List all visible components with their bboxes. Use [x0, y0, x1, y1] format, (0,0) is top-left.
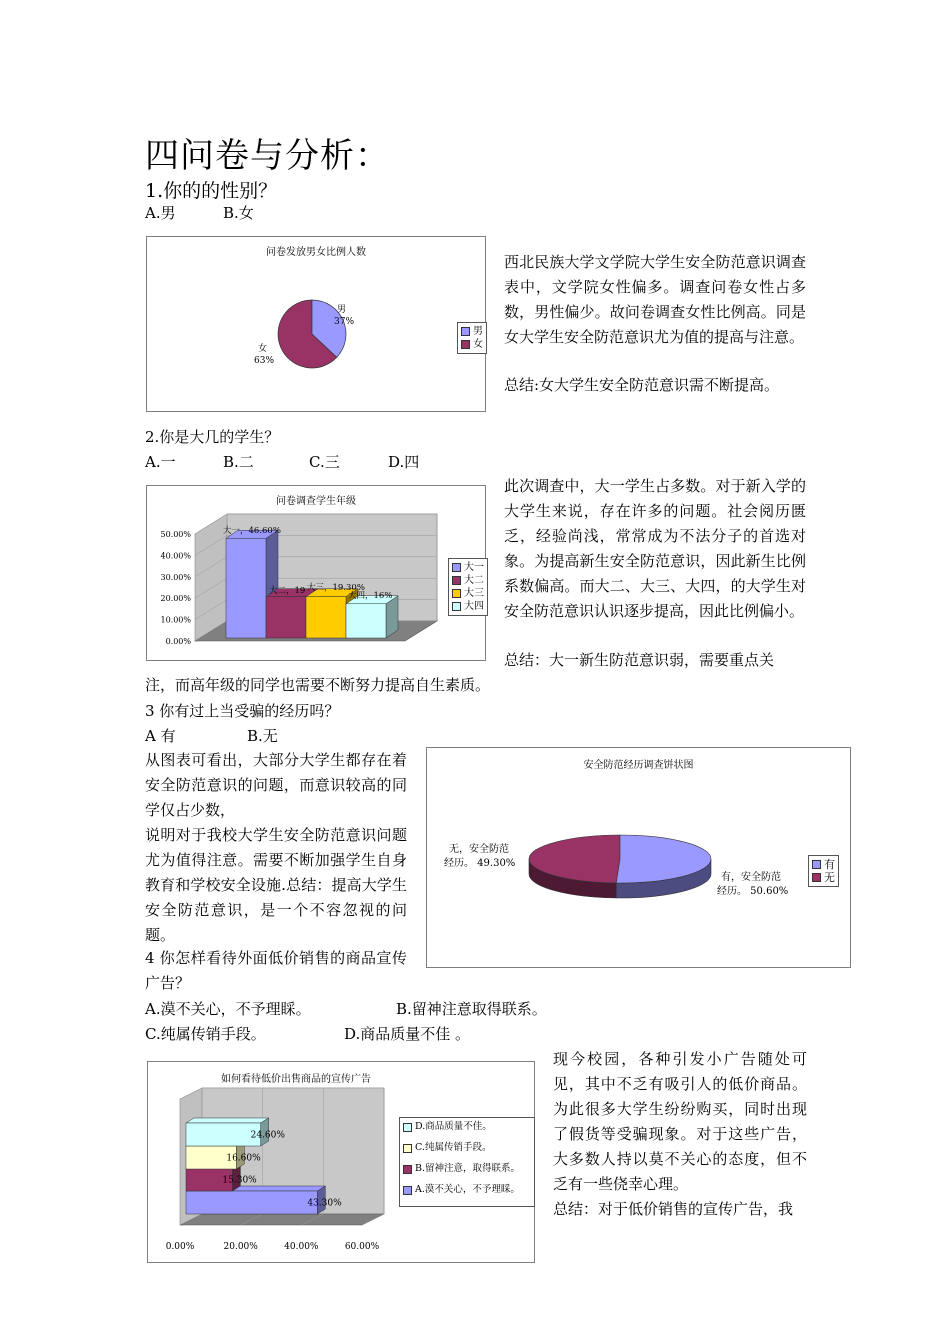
q3-option-b: B.无	[247, 727, 278, 745]
q1-summary: 总结:女大学生安全防范意识需不断提高。	[504, 376, 780, 394]
legend-item-d: D.商品质量不佳。	[403, 1120, 531, 1133]
pie3d-label-no-line1: 无，安全防范	[449, 844, 509, 855]
advert-data-label: 15.30%	[222, 1175, 257, 1186]
grade-legend	[448, 558, 488, 616]
grade-ytick-label: 0.00%	[165, 637, 191, 646]
q3-question: 3 你有过上当受骗的经历吗？	[145, 702, 340, 720]
advert-bar-chart	[147, 1061, 535, 1263]
legend-item-year2: 大二	[452, 574, 484, 587]
experience-legend	[808, 855, 839, 887]
pie-label-male-name: 男	[337, 305, 347, 315]
grade-bar-4	[346, 596, 398, 638]
pie-label-male-pct: 37%	[334, 317, 355, 327]
grade-ytick-label: 50.00%	[160, 530, 191, 539]
q1-question: 1.你的的性别？	[145, 180, 278, 202]
grade-chart-title: 问卷调查学生年级	[276, 496, 356, 507]
q3-paragraph-2: 说明对于我校大学生安全防范意识问题尤为值得注意。需要不断加强学生自身教育和学校安全设施.总结：提高大学生安全防范意识，是一个不容忽视的问题。	[145, 826, 407, 944]
q4-question: 4 你怎样看待外面低价销售的商品宣传广告？	[145, 949, 407, 992]
pie3d-label-yes-line1: 有，安全防范	[721, 872, 781, 883]
advert-xtick-label: 40.00%	[284, 1242, 319, 1252]
legend-item-c: C.纯属传销手段。	[403, 1141, 531, 1154]
advert-chart-title: 如何看待低价出售商品的宣传广告	[221, 1074, 371, 1085]
grade-bar-svg	[147, 486, 485, 660]
q2-option-b: B.二	[223, 453, 254, 471]
pie-label-female-pct: 63%	[254, 356, 275, 366]
grade-ytick-label: 10.00%	[160, 615, 191, 625]
q2-summary-line1: 总结：大一新生防范意识弱，需要重点关	[504, 651, 775, 669]
q4-option-c: C.纯属传销手段。	[145, 1025, 266, 1043]
pie-label-female-name: 女	[258, 344, 268, 354]
advert-chart-floor	[180, 1214, 384, 1225]
q2-question: 2.你是大几的学生？	[145, 428, 280, 446]
grade-data-label: 大二，19	[269, 586, 306, 596]
grade-data-label: 大三，19.30%	[307, 583, 365, 593]
grade-ytick-label: 20.00%	[160, 594, 191, 604]
q4-option-a: A.漠不关心，不予理睬。	[145, 1000, 311, 1018]
q2-paragraph: 此次调查中，大一学生占多数。对于新入学的大学生来说，存在许多的问题。社会阅历匮乏，经验尚浅，常常成为不法分子的首选对象。为提高新生安全防范意识，因此新生比例系数偏高。而大二、大三、大四，的大学生对安全防范意识认识逐步提高，因此比例偏小。	[504, 477, 806, 620]
grade-bar-chart	[146, 485, 486, 661]
grade-ytick-label: 30.00%	[160, 572, 191, 582]
legend-item-year1: 大一	[452, 561, 484, 574]
legend-item-male: 男	[461, 325, 483, 338]
advert-data-label: 43.30%	[307, 1198, 342, 1209]
q4-option-d: D.商品质量不佳 。	[344, 1025, 471, 1043]
grade-data-label: 大一，46.60%	[223, 526, 281, 536]
gender-legend	[457, 322, 487, 354]
gender-chart-title: 问卷发放男女比例人数	[266, 247, 366, 258]
advert-legend	[399, 1117, 535, 1207]
q4-option-b: B.留神注意取得联系。	[396, 1000, 547, 1018]
q2-option-d: D.四	[388, 453, 420, 471]
experience-pie-chart	[426, 747, 851, 968]
q2-option-c: C.三	[309, 453, 340, 471]
experience-pie-svg	[427, 748, 850, 967]
legend-item-b: B.留神注意，取得联系。	[403, 1162, 531, 1175]
q3-option-a: A 有	[145, 727, 176, 745]
q4-paragraph: 现今校园，各种引发小广告随处可见，其中不乏有吸引人的低价商品。为此很多大学生纷纷购买，同时出现了假货等受骗现象。对于这些广告，大多数人持以莫不关心的态度，但不乏有一些侥幸心理。	[553, 1050, 807, 1193]
advert-data-label: 24.60%	[250, 1130, 285, 1141]
pie3d-label-yes-line2: 经历。 50.60%	[717, 886, 789, 897]
legend-item-no: 无	[812, 871, 835, 884]
q3-paragraph-1: 从图表可看出，大部分大学生都存在着安全防范意识的问题，而意识较高的同学仅占少数，	[145, 751, 407, 819]
gender-pie-chart	[146, 236, 486, 412]
gender-pie-svg	[147, 237, 485, 411]
grade-ytick-label: 40.00%	[160, 551, 191, 561]
advert-data-label: 16.60%	[226, 1153, 261, 1164]
experience-chart-title: 安全防范经历调查饼状图	[583, 760, 694, 771]
legend-item-year3: 大三	[452, 587, 484, 600]
q1-option-a: A.男	[145, 204, 176, 222]
q2-option-a: A.一	[145, 453, 176, 471]
legend-item-year4: 大四	[452, 600, 484, 613]
pie3d-label-no-line2: 经历。 49.30%	[444, 858, 516, 869]
advert-xtick-label: 0.00%	[165, 1242, 195, 1252]
advert-xtick-label: 60.00%	[344, 1242, 380, 1252]
legend-item-female: 女	[461, 338, 483, 351]
q1-option-b: B.女	[223, 204, 254, 222]
legend-item-yes: 有	[812, 858, 835, 871]
q2-summary-line2: 注，而高年级的同学也需要不断努力提高自生素质。	[145, 676, 491, 694]
section-title: 四问卷与分析：	[145, 136, 390, 176]
advert-xtick-label: 20.00%	[223, 1242, 258, 1252]
grade-data-label: 大四，16%	[348, 591, 393, 601]
q1-paragraph: 西北民族大学文学院大学生安全防范意识调查表中，文学院女性偏多。调查问卷女性占多数，男性偏少。故问卷调查女性比例高。同是女大学生安全防范意识尤为值的提高与注意。	[504, 253, 806, 346]
q4-summary: 总结：对于低价销售的宣传广告，我	[553, 1200, 794, 1218]
legend-item-a: A.漠不关心，不予理睬。	[403, 1183, 531, 1196]
